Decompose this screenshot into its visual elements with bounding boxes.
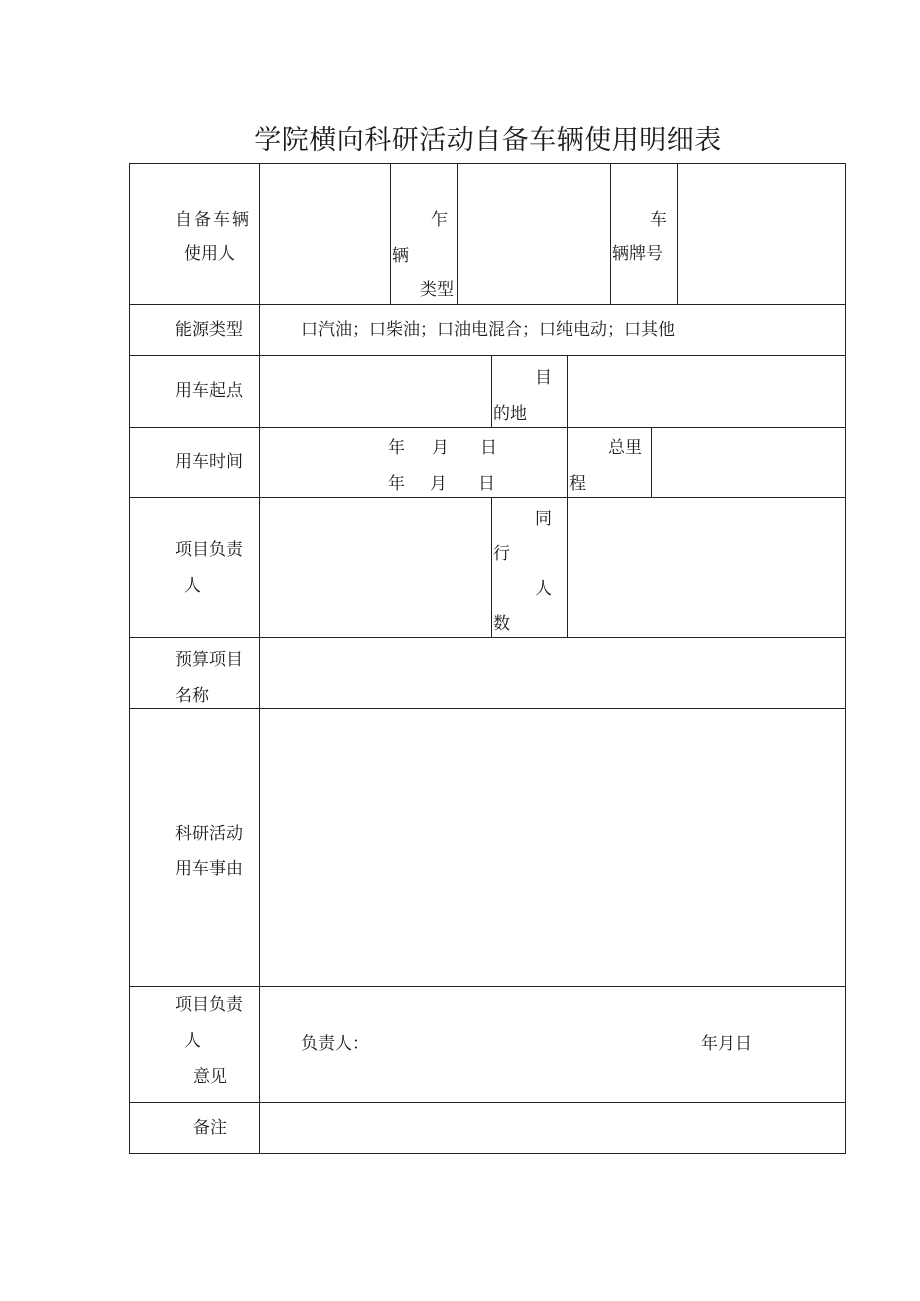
lead-opinion-label-line2: 人 — [184, 1031, 201, 1051]
companions-label: 同 — [535, 509, 552, 529]
destination-label: 目 — [535, 368, 552, 388]
usage-reason-label-line2: 用车事由 — [175, 859, 243, 879]
companions-label-line2: 行 — [493, 544, 510, 564]
vehicle-type-label-line3: 类型 — [420, 280, 454, 300]
row-divider — [129, 497, 846, 498]
plate-number-label: 车 — [650, 210, 667, 230]
cell-divider — [610, 163, 611, 304]
plate-number-label-line2: 辆牌号 — [612, 244, 663, 264]
cell-divider — [390, 163, 391, 304]
signer-label: 负责人： — [301, 1034, 369, 1054]
row-divider — [129, 355, 846, 356]
usage-time-label: 用车时间 — [175, 452, 243, 472]
vehicle-type-field[interactable] — [460, 166, 608, 302]
table-border-top — [129, 163, 846, 164]
row-divider — [129, 708, 846, 709]
total-mileage-label: 总里 — [608, 438, 642, 458]
usage-reason-field[interactable] — [262, 711, 843, 984]
row-divider — [129, 1102, 846, 1103]
page-title: 学院横向科研活动自备车辆使用明细表 — [254, 125, 722, 156]
plate-number-field[interactable] — [680, 166, 843, 302]
cell-divider — [567, 427, 568, 497]
remarks-label: 备注 — [193, 1118, 227, 1138]
destination-field[interactable] — [570, 358, 843, 424]
vehicle-user-field[interactable] — [262, 166, 388, 302]
table-border-left — [129, 163, 130, 1154]
vehicle-type-label: 乍 — [431, 210, 448, 230]
row-divider — [129, 986, 846, 987]
companions-label-line4: 数 — [493, 614, 510, 634]
table-border-right — [845, 163, 846, 1154]
cell-divider — [491, 355, 492, 427]
project-lead-label: 项目负责 — [175, 540, 243, 560]
start-date-day: 日 — [480, 438, 497, 458]
row-divider — [129, 427, 846, 428]
row-divider — [129, 637, 846, 638]
companions-count-field[interactable] — [570, 500, 843, 634]
cell-divider — [491, 497, 492, 637]
table-border-bottom — [129, 1153, 846, 1154]
budget-project-label-line2: 名称 — [175, 686, 209, 706]
cell-divider — [457, 163, 458, 304]
cell-divider — [651, 427, 652, 497]
usage-reason-label: 科研活动 — [175, 824, 243, 844]
end-date-day: 日 — [478, 474, 495, 494]
cell-divider — [567, 355, 568, 427]
vehicle-user-label-line2: 使用人 — [184, 244, 235, 264]
label-column-divider — [259, 163, 260, 1154]
total-mileage-label-line2: 程 — [569, 474, 586, 494]
project-lead-label-line2: 人 — [184, 576, 201, 596]
companions-label-line3: 人 — [535, 579, 552, 599]
end-date-month: 月 — [430, 474, 447, 494]
energy-type-label: 能源类型 — [175, 320, 243, 340]
row-divider — [129, 304, 846, 305]
start-point-field[interactable] — [262, 358, 488, 424]
signature-date-label: 年月日 — [701, 1034, 752, 1054]
remarks-field[interactable] — [262, 1105, 843, 1151]
start-date-month: 月 — [432, 438, 449, 458]
budget-project-input[interactable] — [262, 640, 843, 706]
start-point-label: 用车起点 — [175, 381, 243, 401]
start-date-year: 年 — [388, 438, 405, 458]
vehicle-user-label: 自备车辆 — [175, 210, 251, 230]
cell-divider — [567, 497, 568, 637]
budget-project-label: 预算项目 — [175, 650, 243, 670]
lead-opinion-label-line3: 意见 — [193, 1067, 227, 1087]
energy-type-options[interactable]: 口汽油；口柴油；口油电混合；口纯电动；口其他 — [301, 320, 675, 340]
cell-divider — [677, 163, 678, 304]
lead-opinion-label: 项目负责 — [175, 995, 243, 1015]
vehicle-type-label-line2: 辆 — [392, 246, 409, 266]
project-lead-field[interactable] — [262, 500, 488, 634]
destination-label-line2: 的地 — [493, 404, 527, 424]
total-mileage-field[interactable] — [654, 430, 843, 494]
end-date-year: 年 — [388, 474, 405, 494]
